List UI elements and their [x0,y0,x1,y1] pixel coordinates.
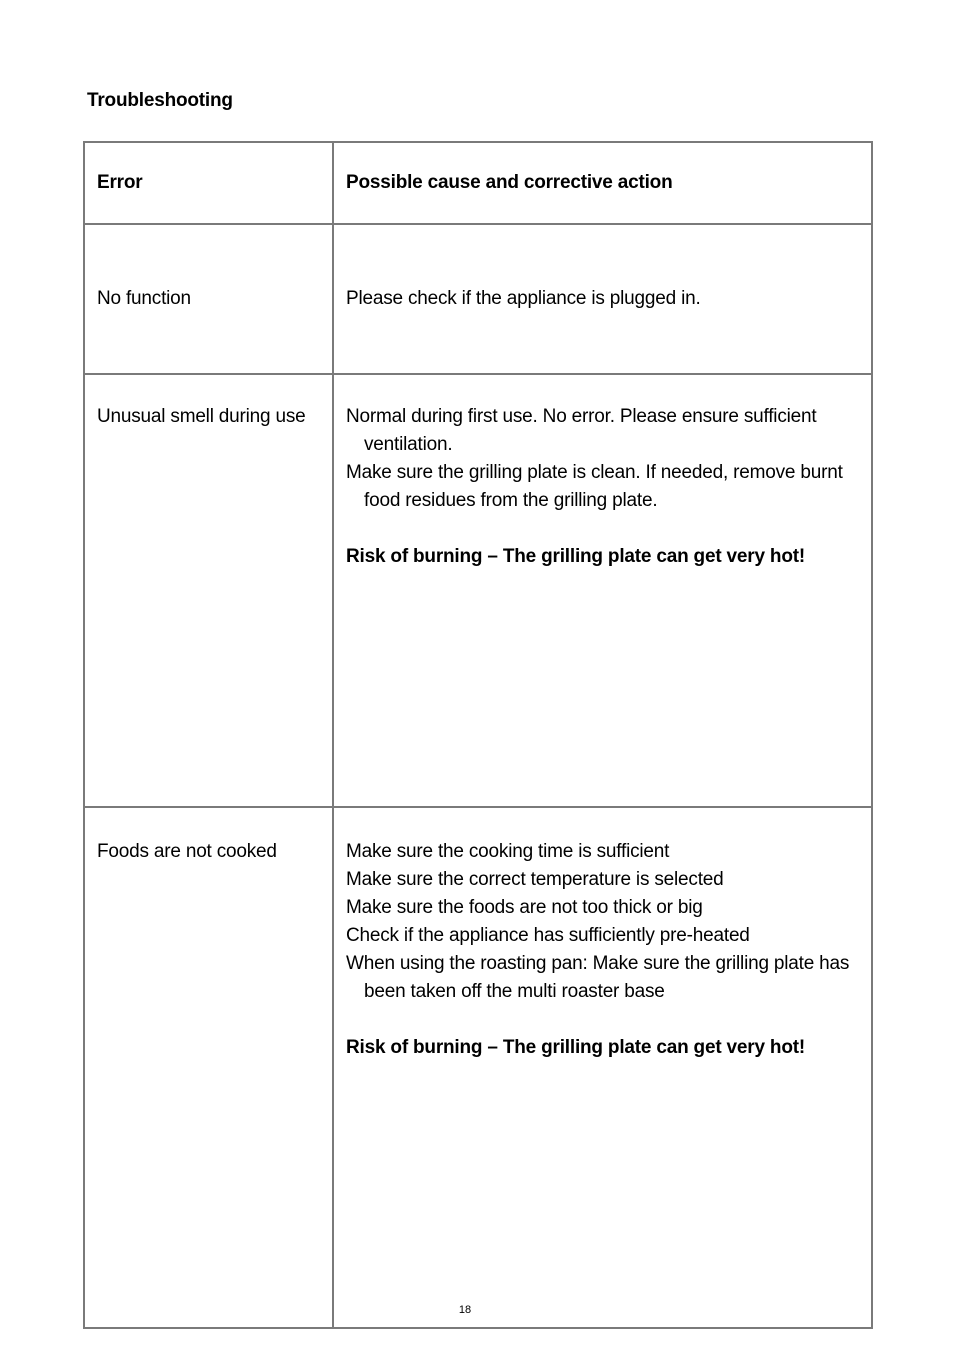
troubleshooting-table [83,141,873,1329]
table-header-row [84,142,872,224]
table-row [84,374,872,807]
header-error: Error [97,172,143,193]
action-line: Make sure the correct temperature is selected [346,869,724,890]
action-line: Normal during first use. No error. Please ensure sufficient ventilation. [346,406,817,455]
error-text: Unusual smell during use [97,406,306,427]
page-number: 18 [458,1304,472,1316]
header-action-cell [333,142,872,224]
error-text: Foods are not cooked [97,841,277,862]
table-row [84,224,872,374]
action-line: Make sure the cooking time is sufficient [346,841,670,862]
error-cell [84,374,333,807]
action-cell [333,224,872,374]
action-line: Make sure the foods are not too thick or big [346,897,703,918]
burn-warning: Risk of burning – The grilling plate can get very hot! [346,546,805,567]
action-line: Please check if the appliance is plugged in. [346,288,701,309]
action-line: Check if the appliance has sufficiently pre-heated [346,925,750,946]
error-cell [84,224,333,374]
action-line: Make sure the grilling plate is clean. If needed, remove burnt food residues from the grilling plate. [346,462,843,511]
header-action: Possible cause and corrective action [346,172,673,193]
header-error-cell [84,142,333,224]
page-title: Troubleshooting [87,90,233,111]
action-line: When using the roasting pan: Make sure the grilling plate has been taken off the multi roaster base [346,953,850,1002]
action-cell [333,807,872,1328]
error-text: No function [97,288,191,309]
table-row [84,807,872,1328]
error-cell [84,807,333,1328]
action-cell [333,374,872,807]
burn-warning: Risk of burning – The grilling plate can get very hot! [346,1037,805,1058]
